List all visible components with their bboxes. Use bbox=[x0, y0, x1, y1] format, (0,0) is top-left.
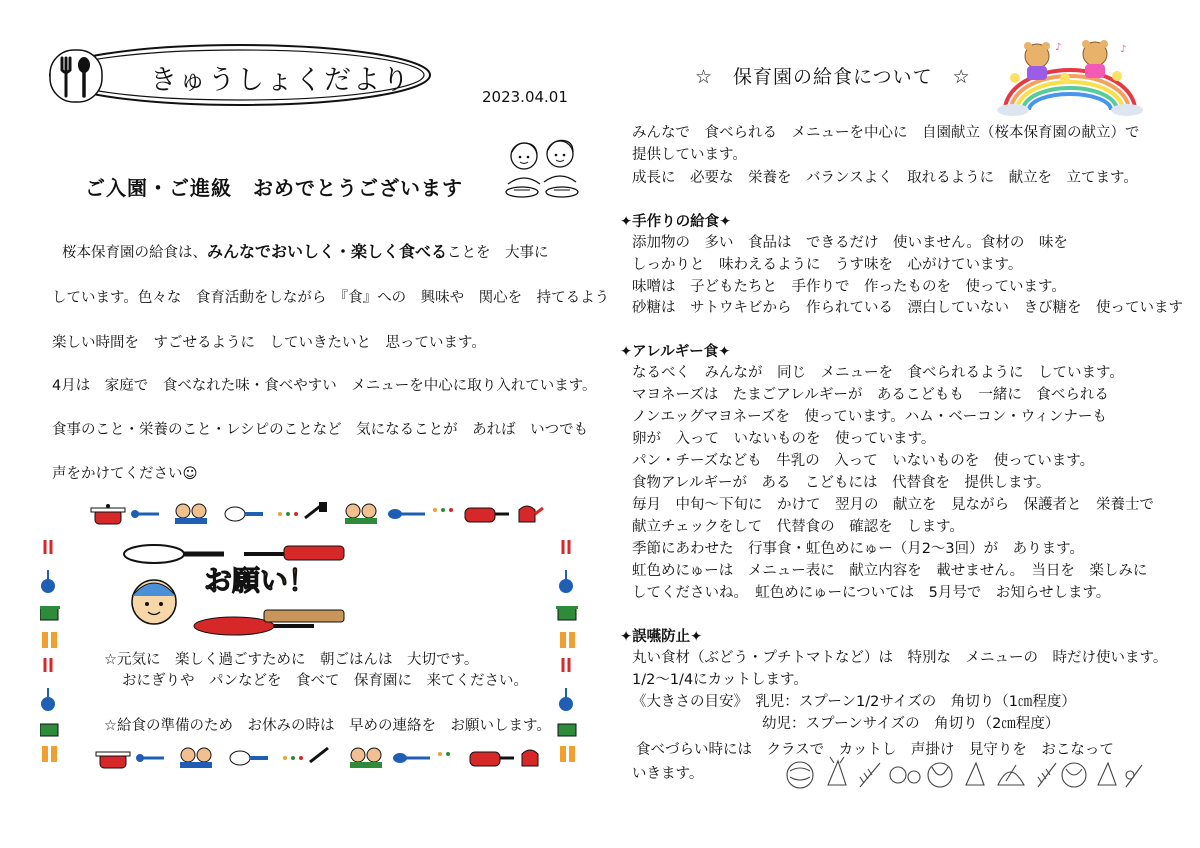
greeting-heading: ご入園・ご進級 おめでとうございます bbox=[85, 176, 463, 200]
intro-emphasis: みんなでおいしく・楽しく食べる bbox=[207, 242, 448, 261]
allergy-line-8: 献立チェックをして 代替食の 確認を します。 bbox=[632, 519, 964, 535]
allergy-line-5: パン・チーズなども 牛乳の 入って いないものを 使っています。 bbox=[632, 453, 1095, 469]
homemade-line-4: 砂糖は サトウキビから 作られている 漂白していない きび糖を 使っています bbox=[632, 300, 1183, 316]
intro-line-3: 成長に 必要な 栄養を バランスよく 取れるように 献立を 立てます。 bbox=[632, 170, 1138, 186]
choking-line-6: いきます。 bbox=[632, 766, 704, 782]
intro-line-2: 提供しています。 bbox=[632, 147, 747, 163]
vegetables-border-icon bbox=[780, 755, 1150, 795]
allergy-line-10: 虹色めにゅーは メニュー表に 献立内容を 載せません。 当日を 楽しみに bbox=[632, 563, 1148, 579]
newsletter-title: きゅうしょくだより bbox=[150, 65, 411, 96]
onegai-title: お願い！ bbox=[204, 564, 317, 597]
allergy-line-7: 毎月 中旬～下旬に かけて 翌月の 献立を 見ながら 保護者と 栄養士で bbox=[632, 497, 1154, 513]
allergy-line-2: マヨネーズは たまごアレルギーが あるこどもも 一緒に 食べられる bbox=[632, 387, 1109, 403]
intro-prefix: 桜本保育園の給食は、 bbox=[62, 245, 207, 261]
choking-line-5: 食べづらい時には クラスで カットし 声掛け 見守りを おこなって bbox=[636, 742, 1114, 758]
homemade-line-3: 味噌は 子どもたちと 手作りで 作ったものを 使っています。 bbox=[632, 279, 1066, 295]
homemade-line-1: 添加物の 多い 食品は できるだけ 使いません。食材の 味を bbox=[632, 235, 1068, 251]
april-menu-note: 4月は 家庭で 食べなれた味・食べやすい メニューを中心に取り入れています。 bbox=[52, 378, 597, 394]
issue-date: 2023.04.01 bbox=[482, 88, 568, 106]
children-eating-icon bbox=[496, 134, 588, 206]
intro-paragraph-line-2: しています。色々な 食育活動をしながら 『食』への 興味や 関心を 持てるよう bbox=[52, 290, 610, 306]
choking-section-title: ✦誤嚥防止✦ bbox=[620, 629, 703, 645]
fork-and-spoon-icon bbox=[50, 50, 102, 102]
intro-line-1: みんなで 食べられる メニューを中心に 自園献立（桜本保育園の献立）で bbox=[632, 125, 1140, 141]
request-breakfast: ☆元気に 楽しく過ごすために 朝ごはんは 大切です。 bbox=[104, 652, 479, 668]
bears-rainbow-icon bbox=[995, 38, 1145, 118]
choking-line-2: 1/2～1/4にカットします。 bbox=[632, 672, 808, 688]
allergy-line-4: 卵が 入って いないものを 使っています。 bbox=[632, 431, 936, 447]
allergy-section-title: ✦アレルギー食✦ bbox=[620, 344, 731, 360]
intro-paragraph-line-3: 楽しい時間を すごせるように していきたいと 思っています。 bbox=[52, 335, 486, 351]
contact-note-line-2: 声をかけてください☺ bbox=[52, 466, 198, 482]
intro-paragraph-line-1 bbox=[52, 239, 549, 262]
allergy-line-3: ノンエッグマヨネーズを 使っています。ハム・ベーコン・ウィンナーも bbox=[632, 409, 1107, 425]
choking-line-1: 丸い食材（ぶどう・プチトマトなど）は 特別な メニューの 時だけ使います。 bbox=[632, 650, 1168, 666]
allergy-line-9: 季節にあわせた 行事食・虹色めにゅー（月2～3回）が あります。 bbox=[632, 541, 1084, 557]
request-absence-contact: ☆給食の準備のため お休みの時は 早めの連絡を お願いします。 bbox=[104, 718, 551, 734]
svg-text:♪: ♪ bbox=[1055, 42, 1062, 53]
allergy-line-6: 食物アレルギーが ある こどもには 代替食を 提供します。 bbox=[632, 475, 1051, 491]
contact-note-line-1: 食事のこと・栄養のこと・レシピのことなど 気になることが あれば いつでも bbox=[52, 422, 589, 438]
choking-size-toddler: 幼児：スプーンサイズの 角切り（2㎝程度） bbox=[762, 716, 1060, 732]
homemade-section-title: ✦手作りの給食✦ bbox=[620, 214, 732, 230]
svg-text:♪: ♪ bbox=[1120, 44, 1127, 55]
intro-suffix: ことを 大事に bbox=[447, 245, 549, 261]
allergy-line-1: なるべく みんなが 同じ メニューを 食べられるように しています。 bbox=[632, 365, 1124, 381]
request-breakfast-detail: おにぎりや パンなどを 食べて 保育園に 来てください。 bbox=[122, 673, 528, 689]
lunch-policy-heading: ☆ 保育園の給食について ☆ bbox=[695, 66, 971, 88]
homemade-line-2: しっかりと 味わえるように うす味を 心がけています。 bbox=[632, 257, 1023, 273]
allergy-line-11: してくださいね。 虹色めにゅーについては 5月号で お知らせします。 bbox=[632, 585, 1111, 601]
choking-size-infant: 《大きさの目安》 乳児：スプーン1/2サイズの 角切り（1㎝程度） bbox=[632, 694, 1076, 710]
onegai-banner bbox=[114, 540, 374, 640]
